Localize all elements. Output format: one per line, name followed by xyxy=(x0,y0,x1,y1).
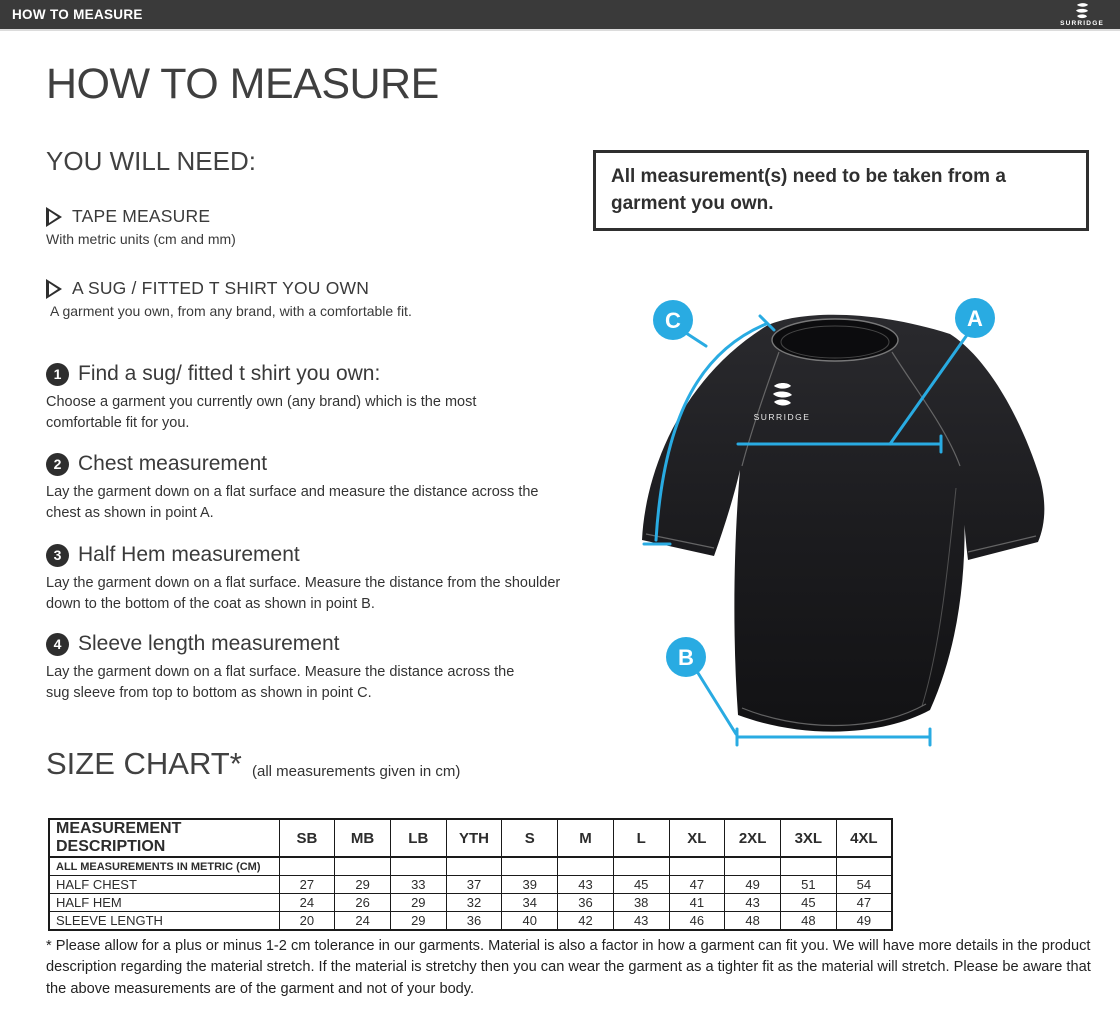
surridge-wordmark: SURRIDGE xyxy=(1060,19,1104,27)
step-number-badge: 1 xyxy=(46,363,69,386)
need-item-subtitle: A garment you own, from any brand, with a comfortable fit. xyxy=(50,303,412,319)
empty-cell xyxy=(836,857,892,876)
value-cell: 36 xyxy=(446,912,502,931)
value-cell: 26 xyxy=(335,894,391,912)
empty-cell xyxy=(780,857,836,876)
measurement-row xyxy=(49,912,892,931)
tolerance-disclaimer: * Please allow for a plus or minus 1-2 cm tolerance in our garments. Material is also a factor in how a garment can fit you. We will have more details in the product description regarding the material stretch. If the material is stretchy then you can wear the garment as a tighter fit as the material will stretch. Please be aware that the above measurements are of the garment and not of your body. xyxy=(46,938,1091,997)
column-header-s: S xyxy=(502,819,558,857)
metric-note-cell: ALL MEASUREMENTS IN METRIC (CM) xyxy=(49,857,279,876)
value-cell: 46 xyxy=(669,912,725,931)
step-title: Chest measurement xyxy=(78,452,268,475)
value-cell: 45 xyxy=(780,894,836,912)
need-item-title: TAPE MEASURE xyxy=(72,206,211,226)
value-cell: 38 xyxy=(613,894,669,912)
svg-text:A: A xyxy=(967,306,983,331)
empty-cell xyxy=(669,857,725,876)
value-cell: 34 xyxy=(502,894,558,912)
step-body: Lay the garment down on a flat surface. Measure the distance across the sug sleeve from top to bottom as shown in point C. xyxy=(46,664,515,702)
column-header-3xl: 3XL xyxy=(780,819,836,857)
measurement-notice-box: All measurement(s) need to be taken from a garment you own. xyxy=(593,150,1089,231)
empty-cell xyxy=(390,857,446,876)
value-cell: 39 xyxy=(502,876,558,894)
size-chart-heading: SIZE CHART* xyxy=(46,746,242,781)
empty-cell xyxy=(613,857,669,876)
step-body: Choose a garment you currently own (any brand) which is the most comfortable fit for you. xyxy=(46,394,477,432)
need-item-tape-measure xyxy=(46,206,236,247)
empty-cell xyxy=(558,857,614,876)
step-title: Find a sug/ fitted t shirt you own: xyxy=(78,362,381,385)
point-c-leader-line xyxy=(686,333,706,346)
top-bar-title: HOW TO MEASURE xyxy=(12,7,143,22)
row-label: SLEEVE LENGTH xyxy=(49,912,279,931)
empty-cell xyxy=(279,857,335,876)
measurement-row xyxy=(49,894,892,912)
column-header-l: L xyxy=(613,819,669,857)
value-cell: 29 xyxy=(390,912,446,931)
value-cell: 54 xyxy=(836,876,892,894)
value-cell: 48 xyxy=(780,912,836,931)
row-label: HALF HEM xyxy=(49,894,279,912)
shirt-diagram-svg xyxy=(616,278,1092,778)
triangle-bullet-icon xyxy=(46,207,62,227)
column-header-sb: SB xyxy=(279,819,335,857)
step-title: Sleeve length measurement xyxy=(78,632,340,655)
size-chart-note: (all measurements given in cm) xyxy=(252,763,461,780)
column-header-2xl: 2XL xyxy=(725,819,781,857)
row-label: HALF CHEST xyxy=(49,876,279,894)
value-cell: 51 xyxy=(780,876,836,894)
value-cell: 24 xyxy=(335,912,391,931)
value-cell: 33 xyxy=(390,876,446,894)
step-1 xyxy=(46,362,586,434)
value-cell: 47 xyxy=(836,894,892,912)
value-cell: 29 xyxy=(390,894,446,912)
empty-cell xyxy=(725,857,781,876)
need-item-title: A SUG / FITTED T SHIRT YOU OWN xyxy=(72,278,370,298)
value-cell: 29 xyxy=(335,876,391,894)
step-2 xyxy=(46,452,586,524)
empty-cell xyxy=(335,857,391,876)
surridge-logo xyxy=(1060,2,1104,28)
value-cell: 37 xyxy=(446,876,502,894)
column-header-xl: XL xyxy=(669,819,725,857)
step-body: Lay the garment down on a flat surface. Measure the distance from the shoulder down to the bottom of the coat as shown in point B. xyxy=(46,575,561,613)
value-cell: 43 xyxy=(725,894,781,912)
metric-note-row xyxy=(49,857,892,876)
value-cell: 43 xyxy=(613,912,669,931)
value-cell: 24 xyxy=(279,894,335,912)
page-title: HOW TO MEASURE xyxy=(46,60,439,108)
top-bar xyxy=(0,0,1120,31)
surridge-s-icon xyxy=(1071,2,1093,20)
you-will-need-heading: YOU WILL NEED: xyxy=(46,146,256,176)
value-cell: 49 xyxy=(836,912,892,931)
svg-text:B: B xyxy=(678,645,694,670)
value-cell: 20 xyxy=(279,912,335,931)
column-header-mb: MB xyxy=(335,819,391,857)
triangle-bullet-icon xyxy=(46,279,62,299)
column-header-m: M xyxy=(558,819,614,857)
point-b-leader-line xyxy=(698,673,736,734)
step-body: Lay the garment down on a flat surface and measure the distance across the chest as shown in point A. xyxy=(46,484,539,522)
need-item-subtitle: With metric units (cm and mm) xyxy=(46,231,236,247)
value-cell: 43 xyxy=(558,876,614,894)
value-cell: 36 xyxy=(558,894,614,912)
column-header-4xl: 4XL xyxy=(836,819,892,857)
step-title: Half Hem measurement xyxy=(78,543,300,566)
svg-text:SURRIDGE: SURRIDGE xyxy=(753,412,811,422)
measurement-row xyxy=(49,876,892,894)
step-number-badge: 2 xyxy=(46,453,69,476)
empty-cell xyxy=(502,857,558,876)
column-header-lb: LB xyxy=(390,819,446,857)
value-cell: 41 xyxy=(669,894,725,912)
value-cell: 27 xyxy=(279,876,335,894)
value-cell: 42 xyxy=(558,912,614,931)
step-number-badge: 4 xyxy=(46,633,69,656)
need-item-fitted-tshirt xyxy=(46,278,412,319)
step-4 xyxy=(46,632,586,704)
step-3 xyxy=(46,543,586,615)
empty-cell xyxy=(446,857,502,876)
value-cell: 48 xyxy=(725,912,781,931)
value-cell: 32 xyxy=(446,894,502,912)
column-header-description: MEASUREMENT DESCRIPTION xyxy=(49,819,279,857)
value-cell: 45 xyxy=(613,876,669,894)
value-cell: 40 xyxy=(502,912,558,931)
shirt-silhouette xyxy=(642,315,1044,732)
column-header-yth: YTH xyxy=(446,819,502,857)
value-cell: 49 xyxy=(725,876,781,894)
value-cell: 47 xyxy=(669,876,725,894)
size-chart-header-row xyxy=(49,819,892,857)
size-chart-table xyxy=(48,818,893,931)
shirt-measurement-diagram xyxy=(616,278,1092,778)
step-number-badge: 3 xyxy=(46,544,69,567)
svg-text:C: C xyxy=(665,308,681,333)
